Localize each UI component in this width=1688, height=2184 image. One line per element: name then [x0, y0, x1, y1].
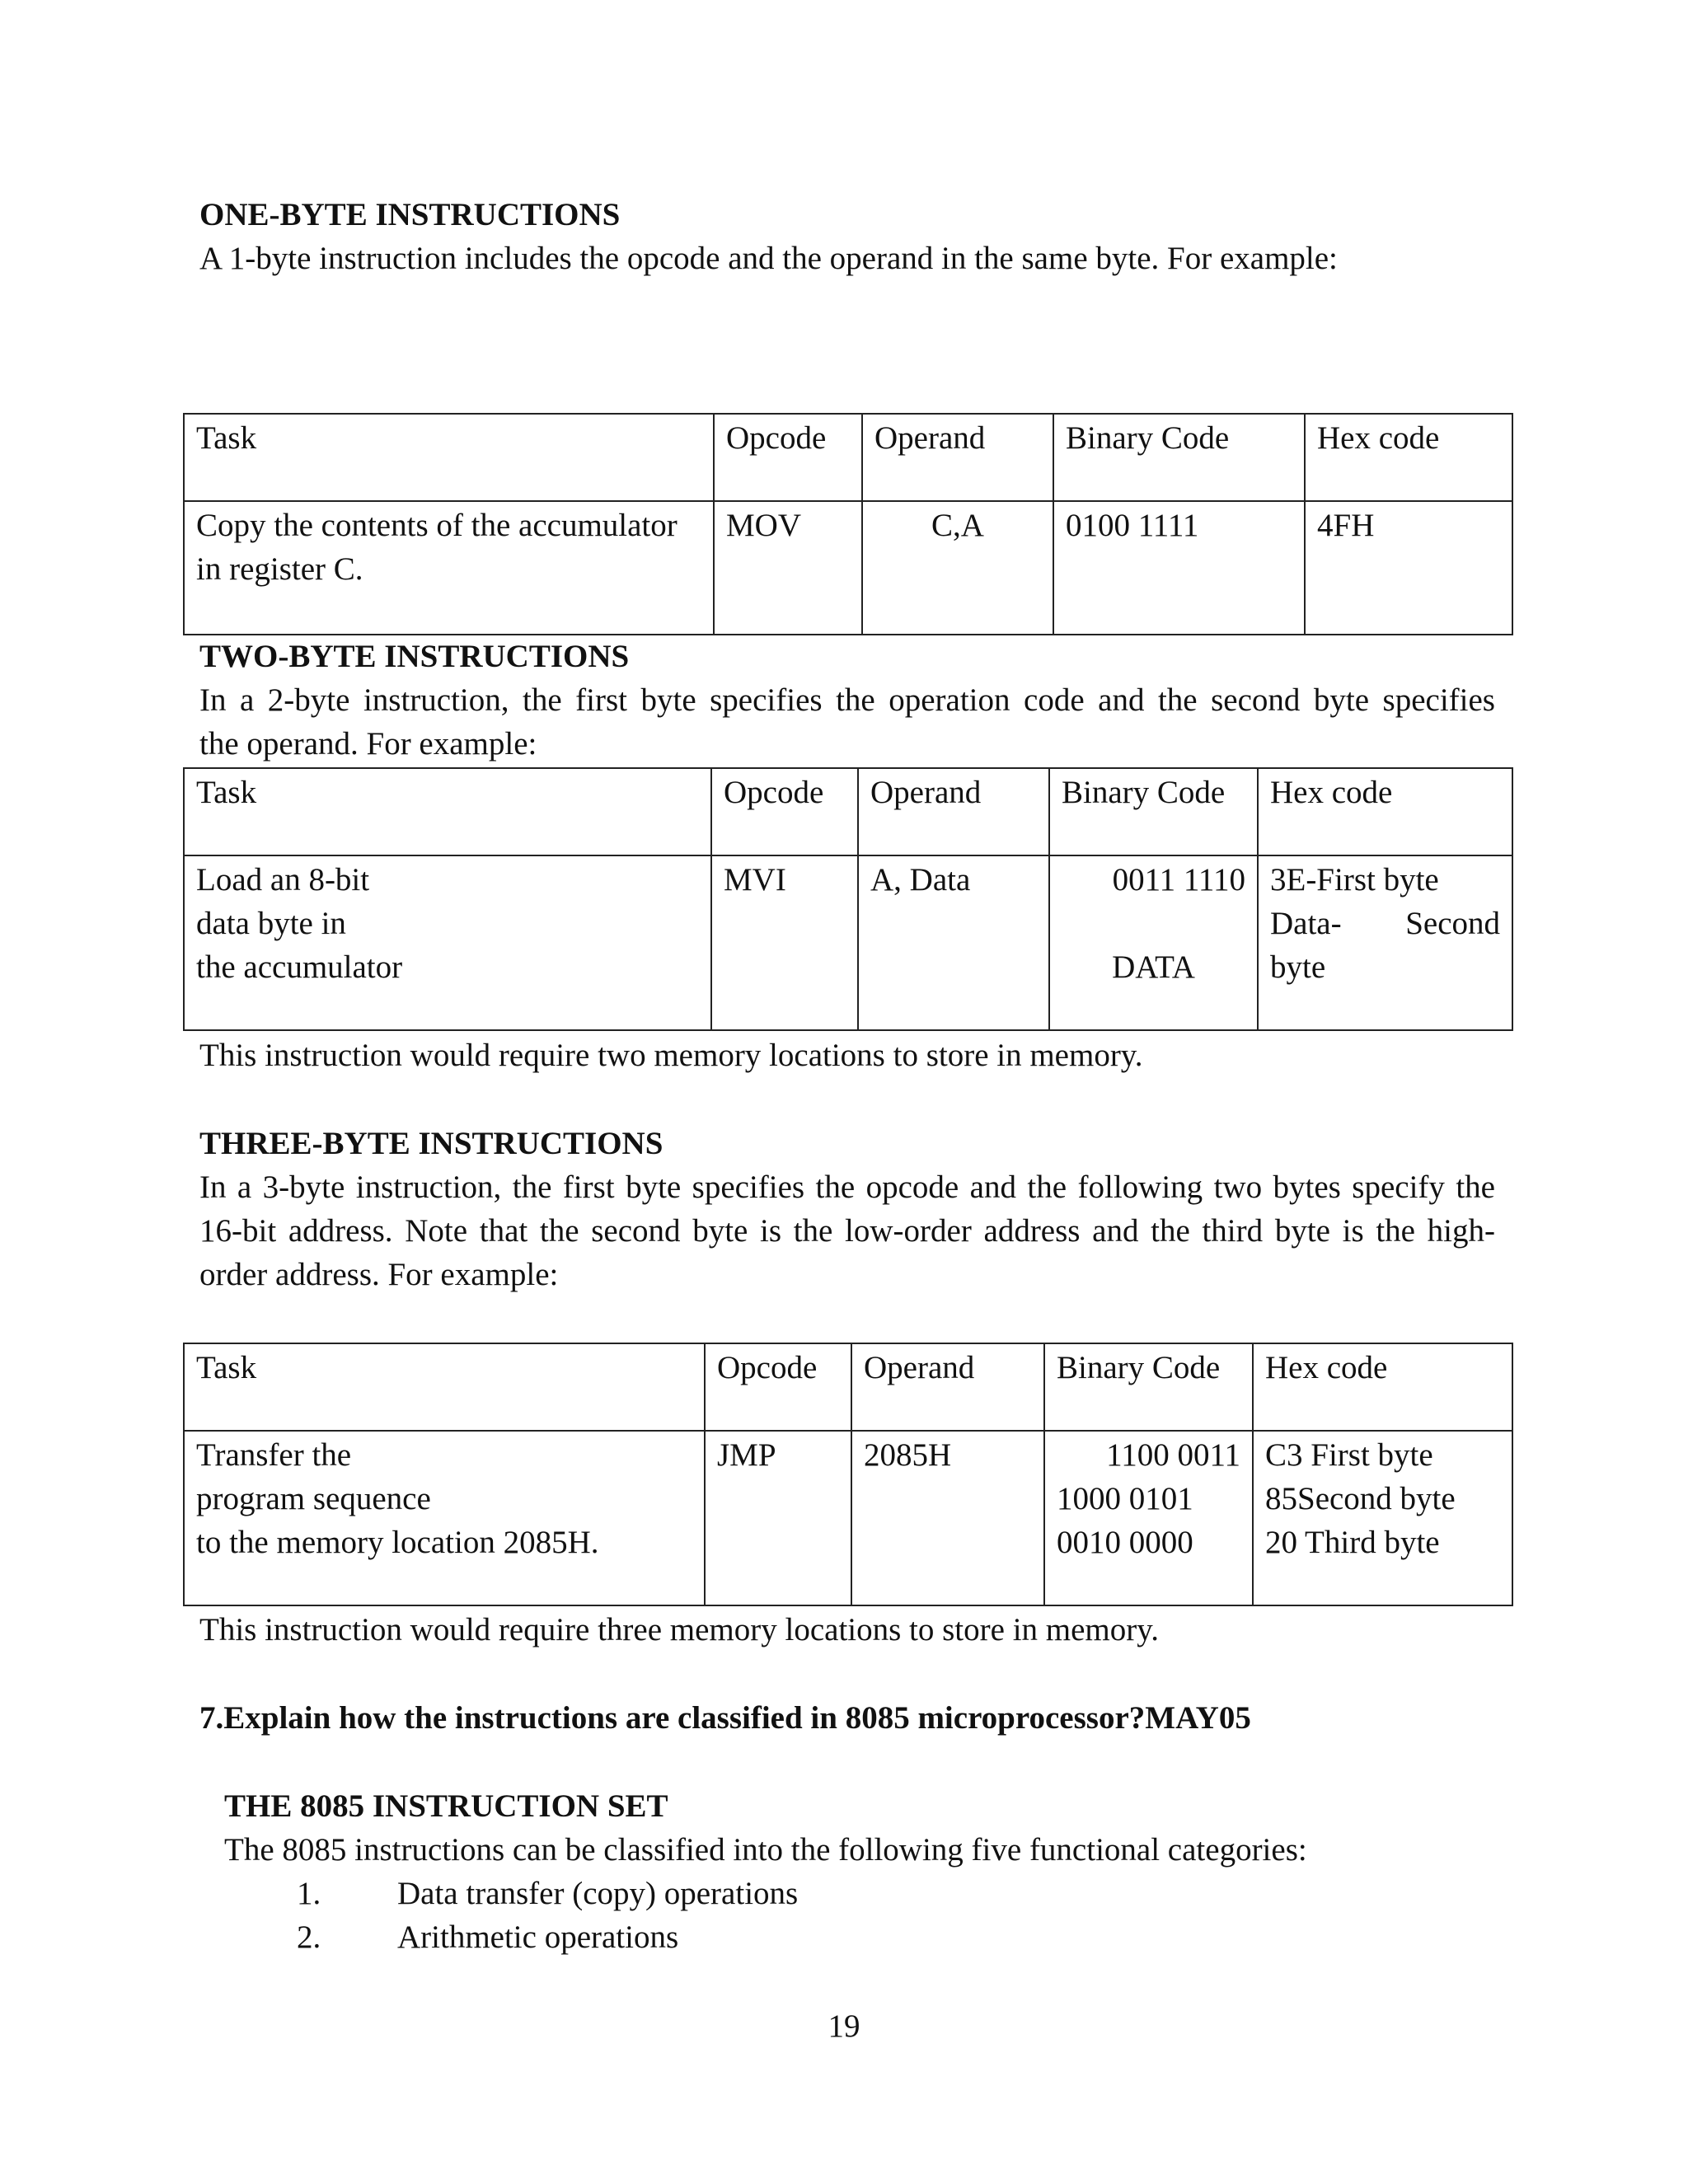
header-hex-code: Hex code [1258, 768, 1512, 855]
two-byte-table [183, 767, 1513, 1031]
header-binary-code: Binary Code [1049, 768, 1258, 855]
one-byte-table [183, 413, 1513, 635]
cell-hex: 3E-First byte Data- Second byte [1258, 855, 1512, 1030]
header-opcode: Opcode [714, 414, 862, 501]
table-row [184, 501, 1512, 635]
question-heading: 7.Explain how the instructions are classified in 8085 microprocessor?MAY05 [199, 1700, 1251, 1736]
header-opcode: Opcode [711, 768, 858, 855]
cell-binary: 1100 0011 1000 0101 0010 0000 [1044, 1431, 1253, 1605]
table-row [184, 1431, 1512, 1605]
instruction-set-intro: The 8085 instructions can be classified into the following five functional categories: [224, 1832, 1307, 1868]
three-byte-intro: In a 3-byte instruction, the first byte specifies the opcode and the following two bytes specify the 16-bit address. Note that the second byte is the low-order address and the third byte is the high- order address. For example: [199, 1169, 1495, 1292]
cell-operand: C,A [862, 501, 1053, 635]
header-hex-code: Hex code [1305, 414, 1512, 501]
cell-opcode: JMP [705, 1431, 851, 1605]
table-header-row [184, 768, 1512, 855]
header-operand: Operand [862, 414, 1053, 501]
header-binary-code: Binary Code [1053, 414, 1305, 501]
cell-opcode: MOV [714, 501, 862, 635]
one-byte-heading: ONE-BYTE INSTRUCTIONS [199, 197, 621, 232]
cell-task: Load an 8-bit data byte in the accumulator [184, 855, 711, 1030]
two-byte-heading: TWO-BYTE INSTRUCTIONS [199, 639, 630, 674]
header-opcode: Opcode [705, 1343, 851, 1431]
header-hex-code: Hex code [1253, 1343, 1512, 1431]
three-byte-heading: THREE-BYTE INSTRUCTIONS [199, 1126, 663, 1161]
cell-binary: 0011 1110 DATA [1049, 855, 1258, 1030]
three-byte-note: This instruction would require three memory locations to store in memory. [199, 1612, 1159, 1647]
table-header-row [184, 414, 1512, 501]
cell-hex: 4FH [1305, 501, 1512, 635]
header-task: Task [184, 1343, 705, 1431]
cell-task: Copy the contents of the accumulator in register C. [184, 501, 714, 635]
header-task: Task [184, 414, 714, 501]
three-byte-table [183, 1343, 1513, 1606]
list-item-number: 2. [297, 1919, 321, 1955]
cell-hex: C3 First byte 85Second byte 20 Third byte [1253, 1431, 1512, 1605]
table-header-row [184, 1343, 1512, 1431]
page-number: 19 [828, 2008, 860, 2044]
instruction-set-heading: THE 8085 INSTRUCTION SET [224, 1788, 668, 1824]
cell-opcode: MVI [711, 855, 858, 1030]
list-item: Data transfer (copy) operations [397, 1876, 799, 1911]
list-item-number: 1. [297, 1876, 321, 1911]
cell-binary: 0100 1111 [1053, 501, 1305, 635]
header-operand: Operand [851, 1343, 1044, 1431]
cell-operand: 2085H [851, 1431, 1044, 1605]
one-byte-intro: A 1-byte instruction includes the opcode and the operand in the same byte. For example: [199, 241, 1338, 276]
two-byte-note: This instruction would require two memory locations to store in memory. [199, 1038, 1143, 1073]
header-binary-code: Binary Code [1044, 1343, 1253, 1431]
table-row [184, 855, 1512, 1030]
header-task: Task [184, 768, 711, 855]
header-operand: Operand [858, 768, 1049, 855]
cell-operand: A, Data [858, 855, 1049, 1030]
cell-task: Transfer the program sequence to the memory location 2085H. [184, 1431, 705, 1605]
list-item: Arithmetic operations [397, 1919, 679, 1955]
two-byte-intro: In a 2-byte instruction, the first byte specifies the operation code and the second byte specifies the operand. For example: [199, 682, 1495, 762]
